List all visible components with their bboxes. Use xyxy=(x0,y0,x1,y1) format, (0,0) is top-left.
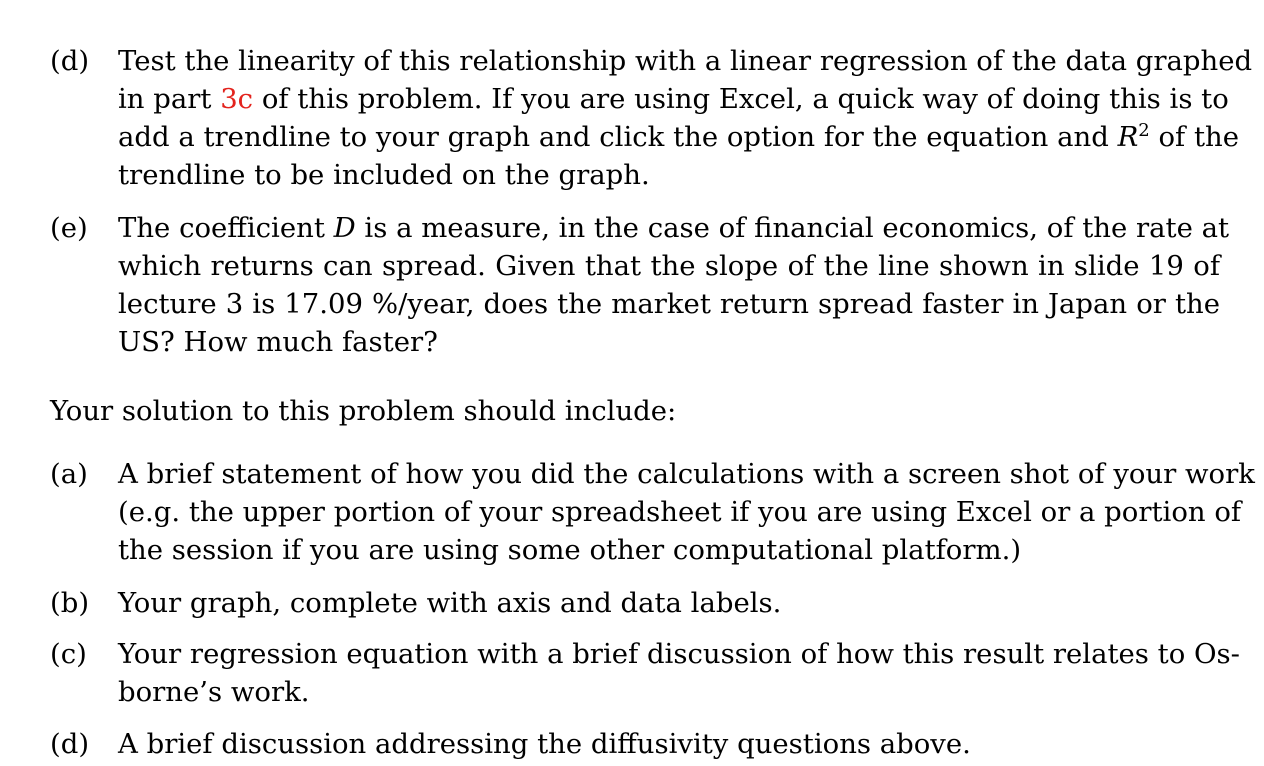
list-item-b-graph xyxy=(50,584,1220,622)
item-text-line xyxy=(118,80,1229,118)
item-text-line: trendline to be included on the graph. xyxy=(118,159,650,191)
item-text-line: US? How much faster? xyxy=(118,326,438,358)
item-text-line: the session if you are using some other computational platform.) xyxy=(118,534,1022,566)
list-item-c-regression xyxy=(50,635,1240,711)
solution-intro-text: Your solution to this problem should include: xyxy=(50,395,677,427)
list-item-d-linearity xyxy=(50,42,1253,194)
item-text-line: Your graph, complete with axis and data labels. xyxy=(118,587,782,619)
math-variable: D xyxy=(333,212,356,244)
text-fragment: of this problem. If you are using Excel, a quick way of doing this is to xyxy=(253,83,1229,115)
superscript: 2 xyxy=(1138,119,1150,141)
item-label: (a) xyxy=(50,458,88,490)
item-text-line: lecture 3 is 17.09 %/year, does the market return spread faster in Japan or the xyxy=(118,288,1220,320)
item-text-line: Your regression equation with a brief discussion of how this result relates to Os- xyxy=(118,638,1240,670)
text-fragment: add a trendline to your graph and click the option for the equation and xyxy=(118,121,1118,153)
item-text-line: (e.g. the upper portion of your spreadsheet if you are using Excel or a portion of xyxy=(118,496,1242,528)
item-label: (b) xyxy=(50,587,90,619)
math-variable: R xyxy=(1117,121,1139,153)
item-text-line xyxy=(118,209,1230,247)
item-text-line: which returns can spread. Given that the slope of the line shown in slide 19 of xyxy=(118,250,1220,282)
item-label: (d) xyxy=(50,728,90,760)
item-text-line: Test the linearity of this relationship with a linear regression of the data graphed xyxy=(118,45,1253,77)
item-text-line: A brief statement of how you did the calculations with a screen shot of your work xyxy=(118,458,1255,490)
cross-reference-link[interactable]: 3c xyxy=(220,83,254,115)
item-text-line: borne’s work. xyxy=(118,676,310,708)
item-label: (e) xyxy=(50,212,88,244)
text-fragment: The coefficient xyxy=(118,212,334,244)
text-fragment: in part xyxy=(118,83,221,115)
list-item-d-diffusivity xyxy=(50,725,1220,763)
text-fragment: of the xyxy=(1149,121,1239,153)
item-text-line: A brief discussion addressing the diffusivity questions above. xyxy=(118,728,971,760)
text-fragment: is a measure, in the case of financial economics, of the rate at xyxy=(355,212,1230,244)
item-label: (d) xyxy=(50,45,90,77)
item-text-line xyxy=(118,118,1239,156)
list-item-e-coefficient xyxy=(50,209,1230,361)
item-label: (c) xyxy=(50,638,87,670)
list-item-a-statement xyxy=(50,455,1255,569)
